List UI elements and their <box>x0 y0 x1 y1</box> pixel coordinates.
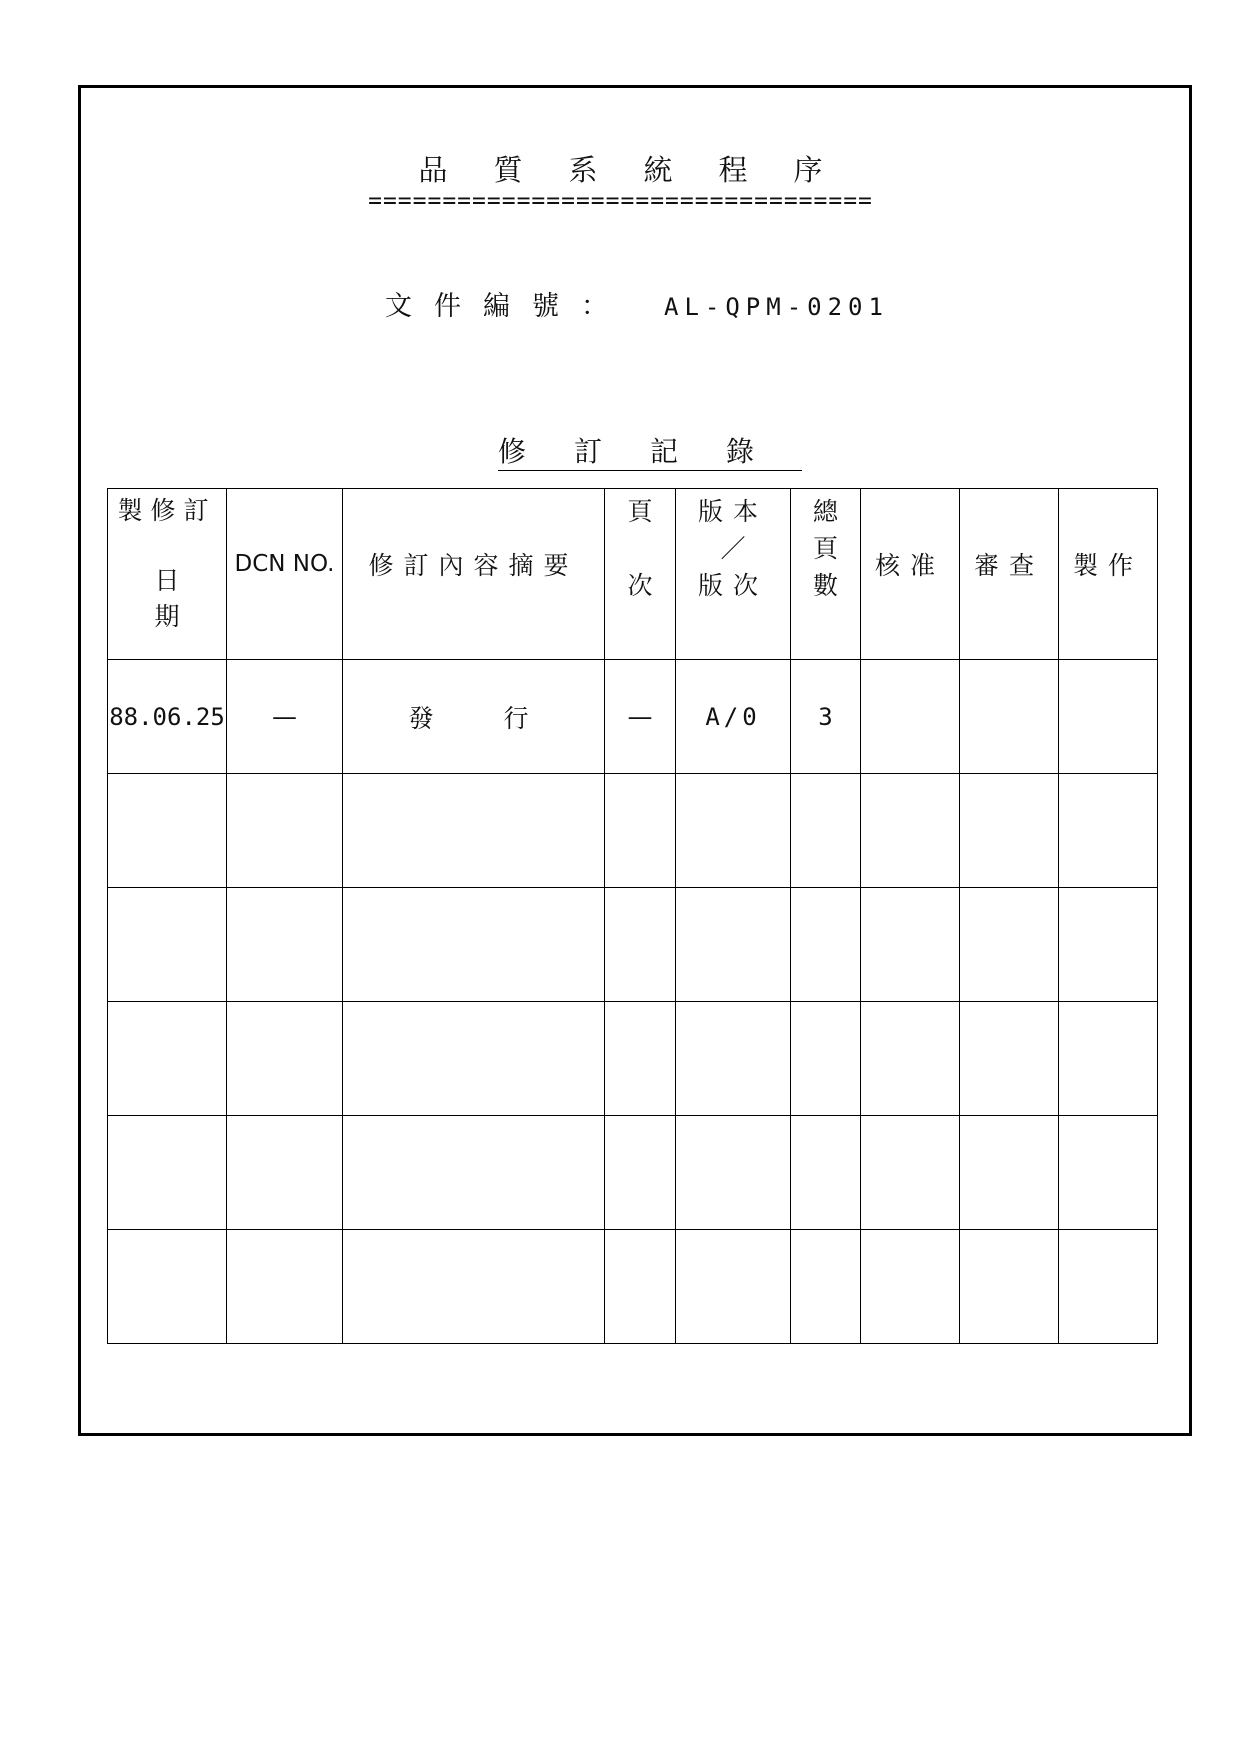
cell-version: A/0 <box>676 660 791 774</box>
table-row-empty <box>108 888 1158 1002</box>
header-page-line2: 次 <box>627 571 653 600</box>
cell-page: — <box>605 660 676 774</box>
header-date-line3: 期 <box>154 602 180 631</box>
table-row-empty <box>108 1002 1158 1116</box>
header-page-line1: 頁 <box>627 497 653 526</box>
header-revision-summary: 修訂內容摘要 <box>343 489 605 660</box>
revision-table <box>107 488 1158 1344</box>
table-header-row <box>108 489 1158 660</box>
doc-number-label: 文件編號： <box>385 291 630 322</box>
header-dcn-no: DCN NO. <box>227 489 343 660</box>
revision-record-title: 修訂記錄 <box>498 430 802 471</box>
header-version-line2: ／ <box>720 534 746 563</box>
table-row-empty <box>108 1116 1158 1230</box>
document-title: 品質系統程序 <box>418 153 869 187</box>
header-version <box>676 489 791 660</box>
document-number <box>385 284 889 323</box>
cell-review <box>960 660 1059 774</box>
cell-date: 88.06.25 <box>108 660 227 774</box>
header-version-line3: 版次 <box>697 571 768 600</box>
cell-total: 3 <box>791 660 861 774</box>
header-total-line1: 總 <box>812 497 838 526</box>
cell-summary: 發行 <box>343 660 605 774</box>
header-make: 製作 <box>1059 489 1158 660</box>
cell-dcn: — <box>227 660 343 774</box>
header-total-pages <box>791 489 861 660</box>
cell-make <box>1059 660 1158 774</box>
cell-approve <box>861 660 960 774</box>
header-page <box>605 489 676 660</box>
header-date-line1: 製修訂 <box>117 496 217 525</box>
header-revision-date <box>108 489 227 660</box>
table-row <box>108 660 1158 774</box>
header-version-line1: 版本 <box>697 497 768 526</box>
header-review: 審查 <box>960 489 1059 660</box>
table-row-empty <box>108 1230 1158 1344</box>
header-total-line2: 頁 <box>812 534 838 563</box>
header-date-line2: 日 <box>154 566 180 595</box>
title-divider: ================================== <box>368 188 873 214</box>
header-total-line3: 數 <box>812 571 838 600</box>
table-row-empty <box>108 774 1158 888</box>
header-approve: 核准 <box>861 489 960 660</box>
doc-number-value: AL-QPM-0201 <box>664 293 889 321</box>
